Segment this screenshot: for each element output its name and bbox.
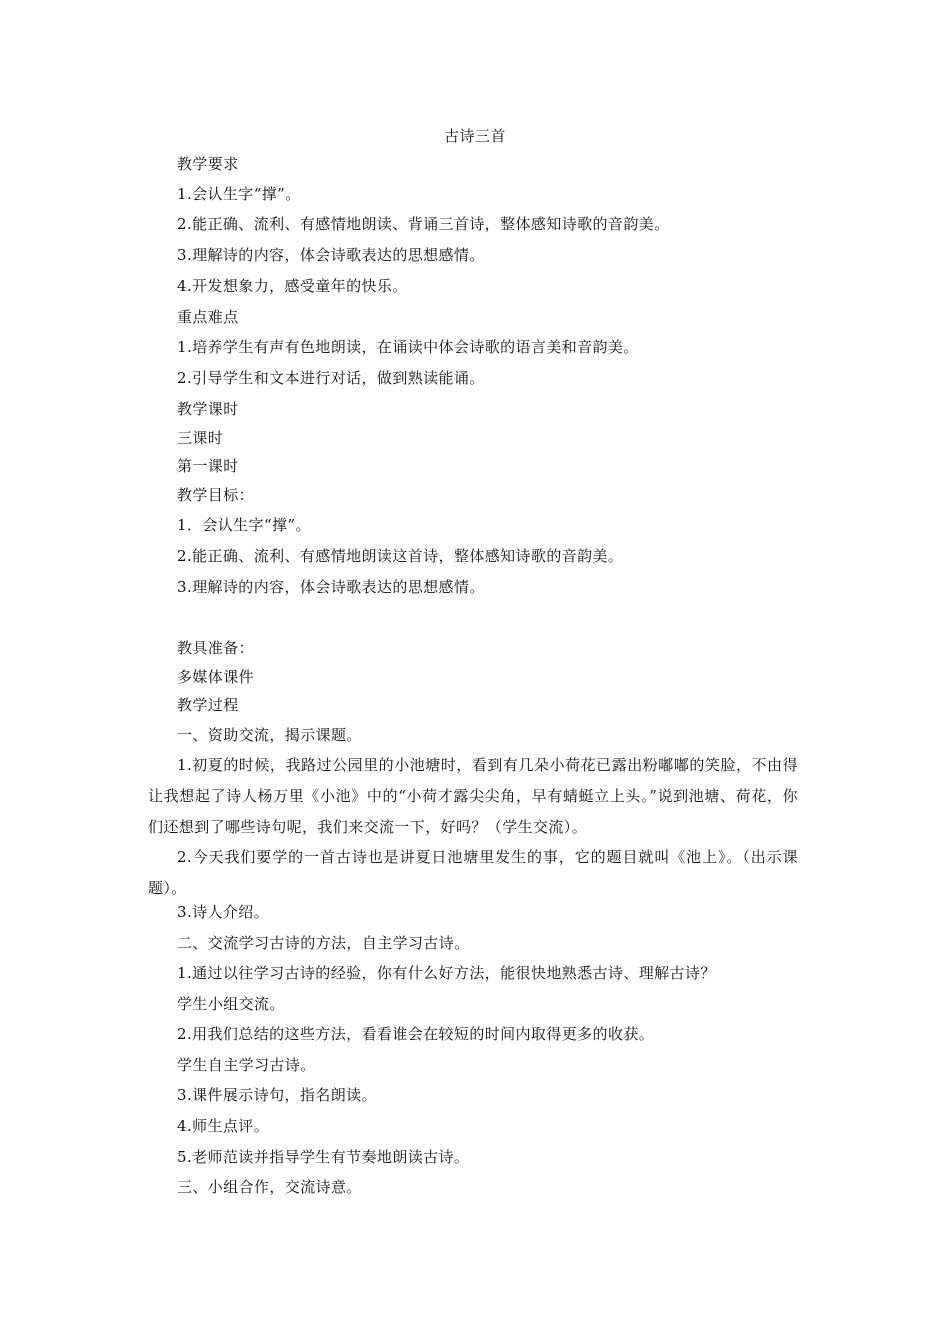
process-item-show-verses: 3.课件展示诗句，指名朗读。 [177, 1086, 377, 1104]
requirement-item-3: 3.理解诗的内容，体会诗歌表达的思想感情。 [177, 246, 485, 264]
goal-item-3: 3.理解诗的内容，体会诗歌表达的思想感情。 [177, 578, 485, 596]
section-heading-first-lesson: 第一课时 [177, 457, 239, 475]
key-point-item-1: 1.培养学生有声有色地朗读，在诵读中体会诗歌的语言美和音韵美。 [177, 338, 639, 356]
goal-item-1: 1．会认生字“撑”。 [177, 516, 311, 534]
process-item-comments: 4.师生点评。 [177, 1117, 270, 1135]
key-point-item-2: 2.引导学生和文本进行对话，做到熟读能诵。 [177, 369, 485, 387]
section-heading-teaching-requirements: 教学要求 [177, 155, 239, 173]
document-title: 古诗三首 [443, 127, 506, 145]
process-item-group-exchange: 学生小组交流。 [177, 995, 285, 1013]
process-item-apply-methods: 2.用我们总结的这些方法，看看谁会在较短的时间内取得更多的收获。 [177, 1025, 655, 1043]
process-step-3-heading: 三、小组合作，交流诗意。 [177, 1178, 362, 1196]
section-heading-teaching-aids: 教具准备： [177, 639, 255, 657]
goal-item-2: 2.能正确、流利、有感情地朗读这首诗，整体感知诗歌的音韵美。 [177, 547, 624, 565]
process-item-self-study: 学生自主学习古诗。 [177, 1056, 316, 1074]
section-heading-class-hours: 教学课时 [177, 400, 239, 418]
process-item-methods-question: 1.通过以往学习古诗的经验，你有什么好方法，能很快地熟悉古诗、理解古诗？ [177, 964, 716, 982]
process-step-1-heading: 一、资助交流，揭示课题。 [177, 726, 362, 744]
section-heading-teaching-process: 教学过程 [177, 696, 239, 714]
requirement-item-2: 2.能正确、流利、有感情地朗读、背诵三首诗，整体感知诗歌的音韵美。 [177, 215, 670, 233]
process-item-model-reading: 5.老师范读并指导学生有节奏地朗读古诗。 [177, 1148, 470, 1166]
class-hours-value: 三课时 [177, 429, 224, 447]
process-item-poet-intro: 3.诗人介绍。 [177, 903, 270, 921]
process-paragraph-2: 2.今天我们要学的一首古诗也是讲夏日池塘里发生的事，它的题目就叫《池上》。（出示课题）。 [148, 848, 798, 897]
section-heading-teaching-goals: 教学目标： [177, 486, 255, 504]
process-step-2-heading: 二、交流学习古诗的方法，自主学习古诗。 [177, 934, 470, 952]
requirement-item-4: 4.开发想象力，感受童年的快乐。 [177, 277, 408, 295]
requirement-item-1: 1.会认生字“撑”。 [177, 185, 301, 203]
process-paragraph-1: 1.初夏的时候，我路过公园里的小池塘时，看到有几朵小荷花已露出粉嘟嘟的笑脸，不由得让我想起了诗人杨万里《小池》中的“小荷才露尖尖角，早有蜻蜓立上头。”说到池塘、荷花，你们还想到了哪些诗句呢，我们来交流一下，好吗？（学生交流）。 [148, 756, 798, 836]
section-heading-key-points: 重点难点 [177, 308, 239, 326]
teaching-aid-value: 多媒体课件 [177, 668, 255, 686]
